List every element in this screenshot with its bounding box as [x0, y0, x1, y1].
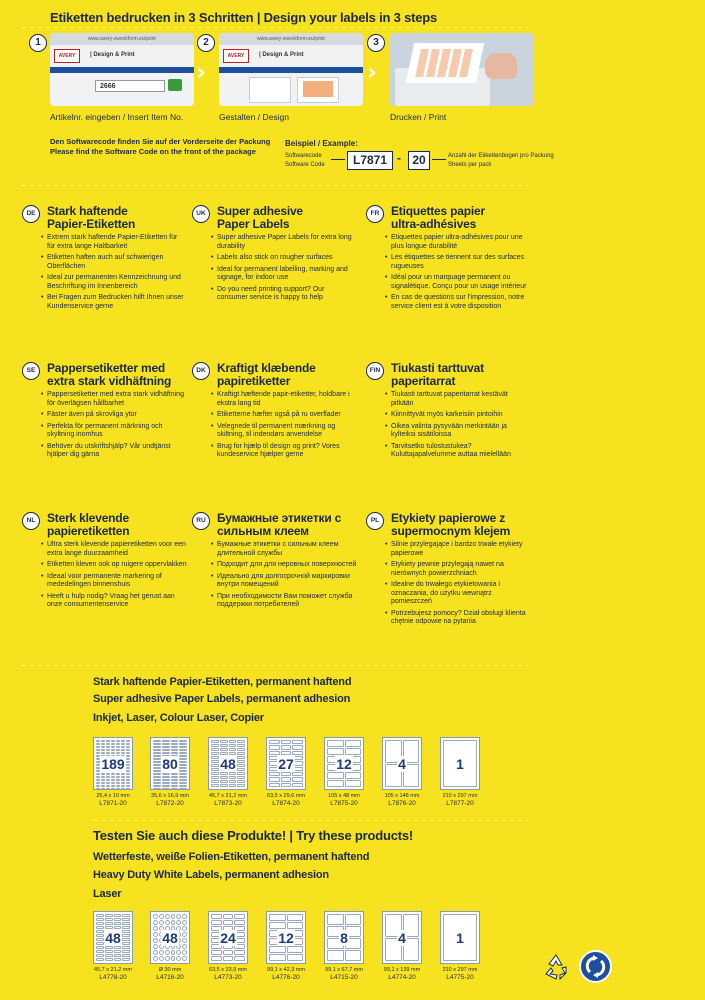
- try-printers: Laser: [93, 888, 122, 900]
- lang-badge: PL: [366, 512, 384, 530]
- list-item: • Behöver du utskriftshjälp? Vår undtjänst hjälper dig gärna: [47, 443, 187, 460]
- label-dimensions: 99,1 x 139 mm: [383, 967, 421, 973]
- label-count: 24: [220, 930, 236, 946]
- lang-block-fin: [366, 362, 531, 463]
- label-dimensions: 25,4 x 10 mm: [96, 793, 130, 799]
- label-count: 27: [278, 756, 294, 772]
- label-count: 80: [162, 756, 178, 772]
- lang-title: Pappersetiketter med extra stark vidhäftning: [47, 361, 172, 388]
- lang-title: Etykiety papierowe z supermocnym klejem: [391, 511, 511, 538]
- label-dimensions: 210 x 297 mm: [442, 793, 478, 799]
- label-dimensions: 99,1 x 67,7 mm: [325, 967, 363, 973]
- list-item: • При необходимости Вам поможет служба поддержки потребителей: [217, 593, 357, 610]
- label-dimensions: Ø 30 mm: [158, 967, 182, 973]
- product-code: L7872-20: [156, 800, 184, 807]
- list-item: • Tiukasti tarttuvat paperitarrat kestävät pitkään: [391, 391, 531, 408]
- lang-title: Sterk klevende papieretiketten: [47, 511, 130, 538]
- list-item: • Velegnede til permanent mærkning og skiltning, til indendørs anvendelse: [217, 423, 357, 440]
- lang-badge: DK: [192, 362, 210, 380]
- list-item: • Etykiety pewnie przylegają nawet na nierównych powierzchniach: [391, 561, 531, 578]
- label-count: 189: [101, 756, 125, 772]
- label-count: 48: [162, 930, 178, 946]
- software-code-box: L7871: [347, 151, 393, 170]
- step-3-printer-photo: [390, 33, 534, 106]
- label-dimensions: 63,5 x 33,9 mm: [209, 967, 247, 973]
- label-dimensions: 210 x 297 mm: [442, 967, 478, 973]
- lang-block-nl: [22, 512, 187, 613]
- list-item: • Fäster även på skrovliga ytor: [47, 411, 187, 420]
- list-item: • Potrzebujesz pomocy? Dział obsługi klienta chętnie odpowie na pytania: [391, 610, 531, 627]
- list-item: • Kiinnittyvät myös karkeisiin pintoihin: [391, 411, 531, 420]
- list-item: • Ideal for permanent labelling, marking and signage, for indoor use: [217, 266, 357, 283]
- product-code: L4716-20: [156, 974, 184, 981]
- try-title: Testen Sie auch diese Produkte! | Try these products!: [93, 828, 414, 843]
- product-code: L4715-20: [330, 974, 358, 981]
- list-item: • Ultra sterk klevende papieretiketten voor een extra lange duurzaamheid: [47, 541, 187, 558]
- sheets-count-box: 20: [408, 151, 430, 170]
- code-label-de: Softwarecode: [285, 153, 322, 159]
- label-count: 12: [336, 756, 352, 772]
- lang-title: Etiquettes papier ultra-adhésives: [391, 204, 485, 231]
- label-sheet-icon: [208, 911, 248, 964]
- lang-title: Super adhesive Paper Labels: [217, 204, 303, 231]
- label-sheet-icon: [208, 737, 248, 790]
- list-item: • Brug for hjælp til design og print? Vores kundeservice hjælper gerne: [217, 443, 357, 460]
- product-title-en: Super adhesive Paper Labels, permanent adhesion: [93, 693, 351, 705]
- label-sheet-icon: [93, 737, 133, 790]
- lang-block-ru: [192, 512, 357, 613]
- list-item: • Etiketten haften auch auf schwierigen Oberflächen: [47, 254, 187, 271]
- list-item: • Ideal zur permanenten Kennzeichnung und Beschriftung im Innenbereich: [47, 274, 187, 291]
- list-item: • Подходит для для неровных поверхностей: [217, 561, 357, 570]
- lang-badge: FR: [366, 205, 384, 223]
- page-title: Etiketten bedrucken in 3 Schritten | Design your labels in 3 steps: [50, 10, 438, 25]
- hand-icon: [485, 53, 517, 79]
- chevron-right-icon: ›: [196, 58, 206, 86]
- label-sheet-icon: [382, 737, 422, 790]
- divider: [22, 27, 534, 28]
- label-dimensions: 45,7 x 21,2 mm: [94, 967, 132, 973]
- lang-badge: UK: [192, 205, 210, 223]
- label-dimensions: 99,1 x 42,3 mm: [267, 967, 305, 973]
- lang-block-uk: [192, 205, 357, 306]
- step-2-tab: | Design & Print: [259, 52, 304, 58]
- green-dot-icon: [579, 950, 612, 983]
- label-count: 8: [340, 930, 348, 946]
- try-title-en: Heavy Duty White Labels, permanent adhesion: [93, 869, 329, 881]
- step-number-3: 3: [367, 34, 385, 52]
- lang-block-pl: [366, 512, 531, 630]
- product-code: L7873-20: [214, 800, 242, 807]
- label-dimensions: 105 x 48 mm: [328, 793, 360, 799]
- list-item: • Etiketterne hæfter også på ru overflader: [217, 411, 357, 420]
- step-1-url: www.avery-zweckform.eu/print: [88, 36, 156, 42]
- list-item: • Les étiquettes se tiennent sur des surfaces rugueuses: [391, 254, 531, 271]
- example-label: Beispiel / Example:: [285, 139, 358, 148]
- lang-title: Kraftigt klæbende papiretiketter: [217, 361, 316, 388]
- label-sheet-icon: [93, 911, 133, 964]
- lang-badge: FIN: [366, 362, 384, 380]
- divider: [22, 185, 534, 186]
- list-item: • Идеально для долгосрочной маркировки внутри помещений: [217, 573, 357, 590]
- avery-logo: AVERY: [223, 49, 249, 63]
- label-preview-icon: [249, 77, 291, 103]
- lang-badge: RU: [192, 512, 210, 530]
- list-item: • Labels also stick on rougher surfaces: [217, 254, 357, 263]
- list-item: • En cas de questions sur l'impression, notre service client est à votre disposition: [391, 294, 531, 311]
- lang-block-fr: [366, 205, 531, 314]
- label-dimensions: 63,5 x 29,6 mm: [267, 793, 305, 799]
- lang-title: Stark haftende Papier-Etiketten: [47, 204, 136, 231]
- product-code: L4774-20: [388, 974, 416, 981]
- product-code: L4775-20: [446, 974, 474, 981]
- step-2-label: Gestalten / Design: [219, 112, 289, 122]
- lang-badge: SE: [22, 362, 40, 380]
- list-item: • Oikea valinta pysyvään merkintään ja kylteiksi sisätiloissa: [391, 423, 531, 440]
- label-sheet-icon: [266, 737, 306, 790]
- lang-block-dk: [192, 362, 357, 463]
- step-1-label: Artikelnr. eingeben / Insert Item No.: [50, 112, 184, 122]
- divider: [22, 665, 534, 666]
- step-1-tab: | Design & Print: [90, 52, 135, 58]
- list-item: • Heeft u hulp nodig? Vraag het gerust aan onze consumentenservice: [47, 593, 187, 610]
- lang-badge: NL: [22, 512, 40, 530]
- chevron-right-icon: ›: [367, 58, 377, 86]
- list-item: • Pappersetiketter med extra stark vidhäftning för överlägsen hållbarhet: [47, 391, 187, 408]
- list-item: • Kraftigt hæftende papir-etiketter, holdbare i ekstra lang tid: [217, 391, 357, 408]
- label-sheet-icon: [440, 911, 480, 964]
- product-code: L7874-20: [272, 800, 300, 807]
- step-1-input: 2666: [95, 80, 165, 92]
- step-number-2: 2: [197, 34, 215, 52]
- label-sheet-icon: [324, 911, 364, 964]
- product-printers: Inkjet, Laser, Colour Laser, Copier: [93, 712, 264, 724]
- list-item: • Etiquettes papier ultra-adhésives pour une plus longue durabilité: [391, 234, 531, 251]
- label-count: 48: [220, 756, 236, 772]
- list-item: • Idéal pour un marquage permanent ou signalétique. Conçu pour un usage intérieur: [391, 274, 531, 291]
- label-count: 4: [398, 930, 406, 946]
- step-1-screenshot: [50, 33, 194, 106]
- list-item: • Bei Fragen zum Bedrucken hilft Ihnen unser Kundenservice gerne: [47, 294, 187, 311]
- list-item: • Tarvitsetko tulostustukea? Kuluttajapalvelumme auttaa mielellään: [391, 443, 531, 460]
- sheets-label-en: Sheets per pack: [448, 162, 492, 168]
- list-item: • Extrem stark haftende Papier-Etiketten für für extra lange Haltbarkeit: [47, 234, 187, 251]
- label-count: 12: [278, 930, 294, 946]
- step-number-1: 1: [29, 34, 47, 52]
- product-code: L7877-20: [446, 800, 474, 807]
- sheets-label-de: Anzahl der Etikettenbogen pro Packung: [448, 153, 554, 159]
- label-dimensions: 45,7 x 21,2 mm: [209, 793, 247, 799]
- recycle-icon: [541, 952, 571, 982]
- product-code: L7876-20: [388, 800, 416, 807]
- label-count: 1: [456, 930, 464, 946]
- label-sheet-icon: [150, 737, 190, 790]
- lang-title: Tiukasti tarttuvat paperitarrat: [391, 361, 484, 388]
- step-3-label: Drucken / Print: [390, 112, 447, 122]
- product-code: L7875-20: [330, 800, 358, 807]
- list-item: • Perfekta för permanent märkning och skyltning inomhus: [47, 423, 187, 440]
- list-item: • Silnie przylegające i bardzo trwałe etykiety papierowe: [391, 541, 531, 558]
- list-item: • Idealne do trwałego etykietowania i oznaczania, do użytku wewnątrz pomieszczeń: [391, 581, 531, 607]
- list-item: • Do you need printing support? Our consumer service is happy to help: [217, 286, 357, 303]
- label-sheet-icon: [266, 911, 306, 964]
- go-button-icon: [168, 79, 182, 91]
- step-2-url: www.avery-zweckform.eu/print: [257, 36, 325, 42]
- lang-badge: DE: [22, 205, 40, 223]
- product-code: L7871-20: [99, 800, 127, 807]
- label-dimensions: 35,6 x 16,9 mm: [151, 793, 189, 799]
- label-dimensions: 105 x 148 mm: [384, 793, 420, 799]
- step-2-screenshot: [219, 33, 363, 106]
- label-sheet-icon: [382, 911, 422, 964]
- label-sheet-icon: [324, 737, 364, 790]
- product-code: L4778-20: [99, 974, 127, 981]
- product-code: L4776-20: [272, 974, 300, 981]
- list-item: • Ideaal voor permanente markering of mededelingen binnenshuis: [47, 573, 187, 590]
- list-item: • Super adhesive Paper Labels for extra long durability: [217, 234, 357, 251]
- label-count: 48: [105, 930, 121, 946]
- label-sheet-icon: [150, 911, 190, 964]
- lang-block-de: [22, 205, 187, 314]
- lang-block-se: [22, 362, 187, 463]
- product-title-de: Stark haftende Papier-Etiketten, permanent haftend: [93, 676, 352, 688]
- software-note-de: Den Softwarecode finden Sie auf der Vorderseite der Packung: [50, 137, 271, 146]
- lang-title: Бумажные этикетки с сильным клеем: [217, 511, 342, 538]
- label-sheet-icon: [440, 737, 480, 790]
- avery-logo: AVERY: [54, 49, 80, 63]
- divider: [93, 820, 534, 821]
- list-item: • Etiketten kleven ook op ruigere oppervlakken: [47, 561, 187, 570]
- product-code: L4773-20: [214, 974, 242, 981]
- list-item: • Бумажные этикетки с сильным клеем длительной службы: [217, 541, 357, 558]
- try-title-de: Wetterfeste, weiße Folien-Etiketten, permanent haftend: [93, 851, 370, 863]
- code-dash: -: [397, 151, 401, 165]
- label-count: 1: [456, 756, 464, 772]
- software-note-en: Please find the Software Code on the front of the package: [50, 147, 256, 156]
- label-count: 4: [398, 756, 406, 772]
- code-label-en: Software Code: [285, 162, 325, 168]
